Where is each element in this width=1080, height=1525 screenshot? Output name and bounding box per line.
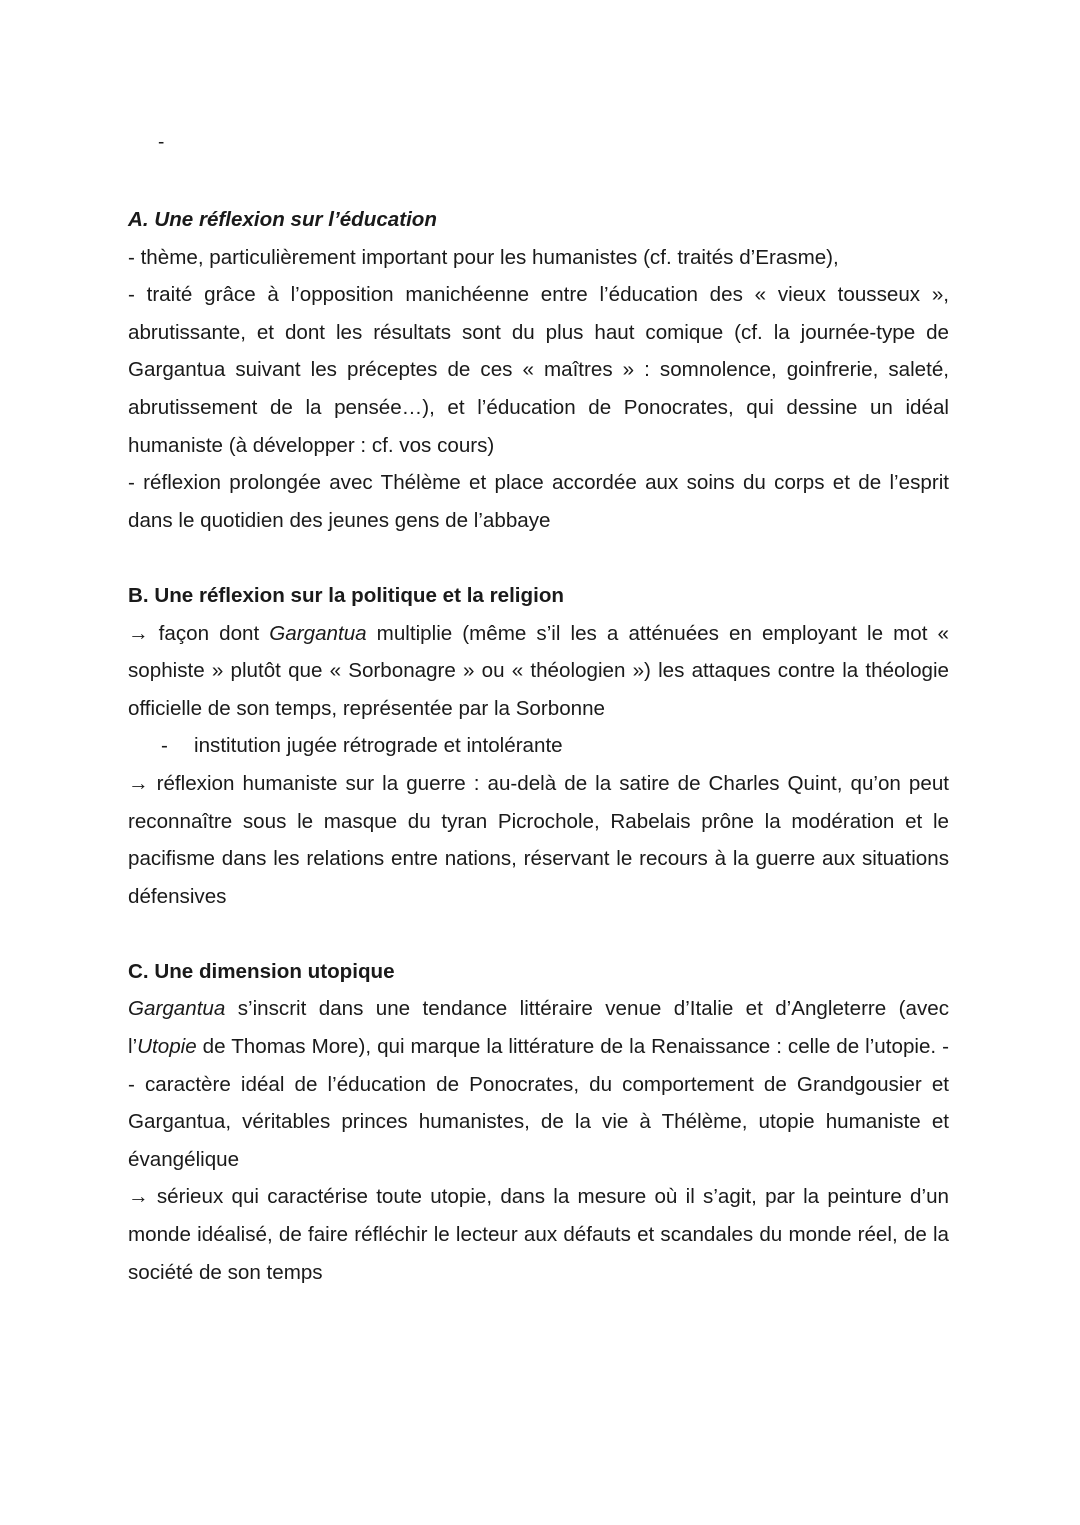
section-education [128,201,949,539]
section-c-paragraph-1 [128,990,949,1178]
stray-dash: - [158,132,165,153]
section-a-paragraph-3: - réflexion prolongée avec Thélème et place accordée aux soins du corps et de l’esprit dans le quotidien des jeunes gens de l’abbaye [128,471,949,532]
section-c-p1-b: de Thomas More), qui marque la littérature de la Renaissance : celle de l’utopie. - - caractère idéal de l’éducation de Ponocrates, du comportement de Grandgousier et Gargantua, véritables princes humanistes, de la vie à Thélème, utopie humaniste et évangélique [128,1035,949,1171]
section-c-p1-a: s’inscrit dans une tendance littéraire venue d’Italie et d’Angleterre (avec l’ [128,997,949,1059]
section-c-heading: C. Une dimension utopique [128,959,395,983]
bullet-text: institution jugée rétrograde et intolérante [194,734,563,758]
section-c-p1-title: Gargantua [128,997,226,1021]
section-b-p1-title: Gargantua [269,621,367,645]
section-a-paragraph-1: - thème, particulièrement important pour les humanistes (cf. traités d’Erasme), [128,245,839,269]
section-utopia [128,953,949,1291]
section-b-paragraph-2: → réflexion humaniste sur la guerre : au-delà de la satire de Charles Quint, qu’on peut reconnaître sous le masque du tyran Picrochole, Rabelais prône la modération et le pacifisme dans les relations entre nations, réservant le recours à la guerre aux situations défensives [128,771,949,908]
section-b-bullet [128,727,949,765]
document-body [128,201,949,1291]
section-b-p1-arrow-text: → façon dont [128,621,270,645]
section-b-paragraph-1 [128,615,949,728]
section-politics-religion [128,577,949,915]
bullet-dash: - [161,734,168,758]
section-b-heading: B. Une réflexion sur la politique et la religion [128,583,564,607]
section-b-p1-rest: multiplie (même s’il les a atténuées en employant le mot « sophiste » plutôt que « Sorbonagre » ou « théologien ») les attaques contre la théologie officielle de son temps, représentée par la Sorbonne [128,621,950,720]
section-c-paragraph-2: → sérieux qui caractérise toute utopie, dans la mesure où il s’agit, par la peinture d’un monde idéalisé, de faire réfléchir le lecteur aux défauts et scandales du monde réel, de la société de son temps [128,1185,949,1284]
section-a-heading: A. Une réflexion sur l’éducation [128,208,437,231]
section-c-p1-utopie: Utopie [137,1035,197,1059]
section-a-paragraph-2: - traité grâce à l’opposition manichéenne entre l’éducation des « vieux tousseux », abrutissante, et dont les résultats sont du plus haut comique (cf. la journée-type de Gargantua suivant les préceptes de ces « maîtres » : somnolence, goinfrerie, saleté, abrutissement de la pensée…), et l’éducation de Ponocrates, qui dessine un idéal humaniste (à développer : cf. vos cours) [128,283,949,457]
